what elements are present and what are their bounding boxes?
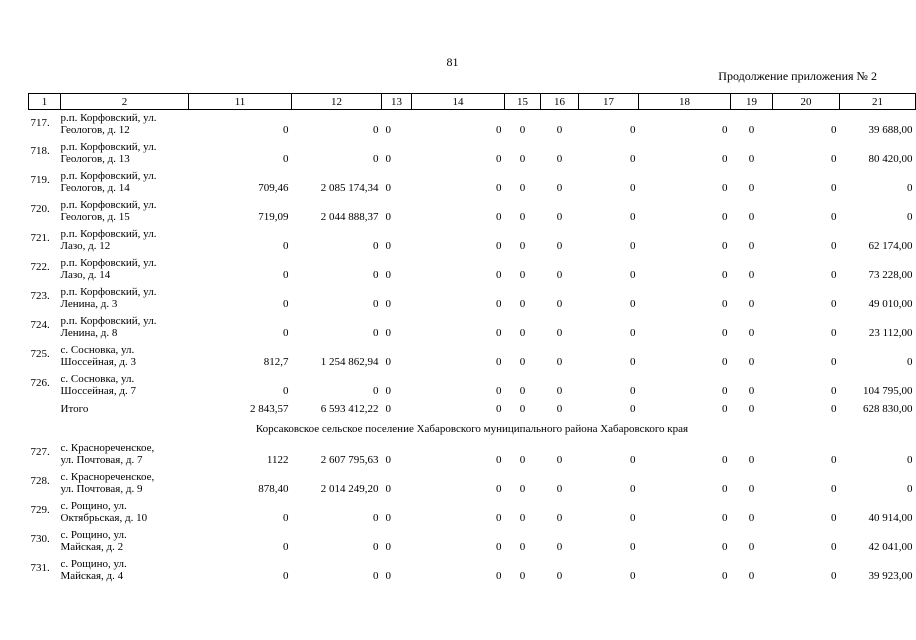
total-value-cell: 0 [630,403,636,415]
row-number: 718. [30,144,50,157]
column-header: 2 [61,94,189,110]
value-cell: 0 [630,483,636,495]
value-cell: 0 [556,483,563,495]
value-cell: 0 [496,240,502,252]
value-cell: 0 [373,269,379,281]
value-cell: 0 [496,483,502,495]
address-line-2: Геологов, д. 13 [60,153,130,165]
value-cell: 1 254 862,94 [320,356,379,368]
value-cell: 0 [630,512,636,524]
address-line-1: р.п. Корфовский, ул. [60,286,157,298]
header-row [29,94,916,110]
value-cell: 0 [556,512,563,524]
value-cell: 0 [748,240,755,252]
address-line-2: Майская, д. 4 [60,570,124,582]
value-cell: 80 420,00 [868,153,913,165]
column-header: 15 [505,94,541,110]
value-cell: 0 [283,385,289,397]
total-value-cell: 0 [831,403,837,415]
value-cell: 2 607 795,63 [320,454,379,466]
address-cell [61,252,189,281]
table-row [29,466,916,495]
address-line-2: Ленина, д. 8 [60,327,118,339]
row-number: 726. [30,376,50,389]
address-line-2: Геологов, д. 14 [60,182,130,194]
address-cell [61,466,189,495]
value-cell: 0 [496,454,502,466]
address-cell [61,553,189,582]
page-number: 81 [446,55,459,69]
value-cell: 0 [722,211,728,223]
address-line-1: р.п. Корфовский, ул. [60,315,157,327]
table-row [29,437,916,466]
table-row [29,136,916,165]
value-cell: 0 [373,298,379,310]
row-number: 725. [30,347,50,360]
address-cell [61,524,189,553]
address-line-1: с. Краснореченское, [60,471,155,483]
value-cell: 0 [748,483,755,495]
address-line-2: Ленина, д. 3 [60,298,118,310]
address-line-1: р.п. Корфовский, ул. [60,170,157,182]
row-number: 731. [30,561,50,574]
value-cell: 0 [556,211,563,223]
address-line-1: р.п. Корфовский, ул. [60,112,157,124]
address-cell [61,368,189,397]
row-number: 727. [30,445,50,458]
value-cell: 0 [722,454,728,466]
column-header: 12 [292,94,382,110]
column-header: 14 [412,94,505,110]
value-cell: 0 [630,298,636,310]
value-cell: 0 [907,182,913,194]
value-cell: 0 [907,454,913,466]
address-line-1: р.п. Корфовский, ул. [60,141,157,153]
address-cell [61,281,189,310]
value-cell: 0 [496,182,502,194]
value-cell: 0 [385,211,391,223]
value-cell: 0 [748,570,755,582]
address-line-1: с. Сосновка, ул. [60,344,135,356]
row-number: 717. [30,117,50,129]
value-cell: 0 [373,512,379,524]
total-label: Итого [60,403,89,415]
row-number: 721. [30,231,50,244]
value-cell: 0 [283,269,289,281]
value-cell: 0 [630,240,636,252]
address-line-1: с. Сосновка, ул. [60,373,135,385]
value-cell: 0 [831,483,837,495]
value-cell: 0 [748,327,755,339]
column-header: 20 [773,94,840,110]
value-cell: 0 [748,153,755,165]
value-cell: 0 [283,570,289,582]
value-cell: 0 [283,512,289,524]
value-cell: 0 [519,269,526,281]
value-cell: 0 [831,269,837,281]
section-title: Корсаковское сельское поселение Хабаровского муниципального района Хабаровского края [255,423,689,435]
value-cell: 0 [385,298,391,310]
column-header: 13 [382,94,412,110]
value-cell: 0 [831,385,837,397]
address-line-2: ул. Почтовая, д. 9 [60,483,143,495]
value-cell: 0 [556,240,563,252]
value-cell: 0 [722,356,728,368]
value-cell: 73 228,00 [868,269,913,281]
value-cell: 0 [385,182,391,194]
value-cell: 0 [373,124,379,136]
value-cell: 0 [748,454,755,466]
value-cell: 0 [283,240,289,252]
value-cell: 0 [385,483,391,495]
column-header: 16 [541,94,579,110]
address-line-2: Шоссейная, д. 3 [60,356,136,368]
address-line-2: Лазо, д. 14 [60,269,111,281]
value-cell: 0 [722,327,728,339]
value-cell: 0 [519,298,526,310]
column-header: 19 [731,94,773,110]
table-row [29,553,916,582]
value-cell: 0 [496,327,502,339]
value-cell: 0 [283,124,289,136]
value-cell: 62 174,00 [868,240,913,252]
value-cell: 0 [748,385,755,397]
value-cell: 0 [283,298,289,310]
value-cell: 0 [722,483,728,495]
table-row [29,110,916,137]
value-cell: 39 923,00 [868,570,913,582]
value-cell: 0 [748,269,755,281]
address-cell [61,194,189,223]
value-cell: 0 [385,269,391,281]
value-cell: 1122 [266,454,289,466]
value-cell: 0 [831,240,837,252]
value-cell: 0 [722,182,728,194]
row-number: 729. [30,503,50,516]
value-cell: 0 [722,153,728,165]
row-number: 728. [30,474,50,487]
value-cell: 0 [630,269,636,281]
address-line-1: р.п. Корфовский, ул. [60,228,157,240]
value-cell: 0 [385,570,391,582]
value-cell: 0 [519,153,526,165]
row-number: 719. [30,173,50,186]
address-cell [61,495,189,524]
value-cell: 39 688,00 [868,124,913,136]
address-line-2: Шоссейная, д. 7 [60,385,136,397]
address-line-2: Майская, д. 2 [60,541,124,553]
address-line-2: Октябрьская, д. 10 [60,512,148,524]
value-cell: 0 [831,570,837,582]
continuation-note: Продолжение приложения № 2 [718,69,877,83]
value-cell: 0 [556,385,563,397]
value-cell: 0 [496,385,502,397]
value-cell: 0 [496,298,502,310]
value-cell: 812,7 [263,356,289,368]
value-cell: 0 [519,124,526,136]
total-value-cell: 6 593 412,22 [320,403,379,415]
value-cell: 0 [385,454,391,466]
value-cell: 0 [748,512,755,524]
value-cell: 0 [556,153,563,165]
value-cell: 0 [831,298,837,310]
address-line-2: Геологов, д. 12 [60,124,130,136]
value-cell: 0 [519,541,526,553]
value-cell: 0 [556,298,563,310]
total-value-cell: 2 843,57 [250,403,289,415]
value-cell: 0 [831,356,837,368]
value-cell: 0 [373,385,379,397]
address-cell [61,110,189,137]
table-row [29,223,916,252]
table-row [29,310,916,339]
value-cell: 0 [748,182,755,194]
value-cell: 0 [907,356,913,368]
column-header: 17 [579,94,639,110]
address-cell [61,165,189,194]
value-cell: 0 [385,385,391,397]
value-cell: 0 [831,182,837,194]
value-cell: 0 [831,541,837,553]
row-number: 730. [30,532,50,545]
value-cell: 0 [630,153,636,165]
value-cell: 0 [831,512,837,524]
total-value-cell: 0 [496,403,502,415]
value-cell: 0 [496,541,502,553]
table-row [29,281,916,310]
data-table [28,93,916,582]
table-row [29,194,916,223]
value-cell: 0 [385,541,391,553]
table-body [29,110,916,583]
value-cell: 0 [722,298,728,310]
value-cell: 0 [385,153,391,165]
address-cell [61,437,189,466]
value-cell: 0 [373,153,379,165]
column-header: 1 [29,94,61,110]
table-row [29,252,916,281]
value-cell: 2 044 888,37 [320,211,379,223]
value-cell: 0 [496,512,502,524]
value-cell: 0 [556,327,563,339]
value-cell: 0 [556,269,563,281]
value-cell: 0 [630,385,636,397]
value-cell: 0 [722,570,728,582]
total-value-cell: 0 [556,403,563,415]
value-cell: 0 [519,512,526,524]
address-line-2: Геологов, д. 15 [60,211,130,223]
value-cell: 0 [630,570,636,582]
value-cell: 0 [496,269,502,281]
value-cell: 0 [722,512,728,524]
value-cell: 0 [907,211,913,223]
value-cell: 0 [373,327,379,339]
value-cell: 0 [748,298,755,310]
value-cell: 878,40 [258,483,289,495]
address-cell [61,339,189,368]
value-cell: 0 [385,327,391,339]
value-cell: 0 [283,327,289,339]
value-cell: 0 [519,483,526,495]
address-cell [61,310,189,339]
value-cell: 0 [907,483,913,495]
value-cell: 0 [556,541,563,553]
value-cell: 0 [556,356,563,368]
value-cell: 0 [630,541,636,553]
address-line-2: ул. Почтовая, д. 7 [60,454,143,466]
value-cell: 0 [630,454,636,466]
address-line-1: с. Рощино, ул. [60,500,127,512]
value-cell: 0 [630,182,636,194]
value-cell: 0 [556,570,563,582]
total-row [29,397,916,421]
column-header: 21 [840,94,916,110]
value-cell: 0 [385,124,391,136]
row-number-empty [29,397,61,421]
value-cell: 0 [519,454,526,466]
table-row [29,524,916,553]
value-cell: 0 [496,570,502,582]
value-cell: 0 [748,356,755,368]
value-cell: 0 [283,541,289,553]
value-cell: 42 041,00 [868,541,913,553]
value-cell: 709,46 [258,182,289,194]
value-cell: 0 [519,182,526,194]
value-cell: 0 [722,541,728,553]
value-cell: 0 [722,269,728,281]
column-header: 11 [189,94,292,110]
value-cell: 0 [496,153,502,165]
table-row [29,495,916,524]
value-cell: 0 [519,211,526,223]
value-cell: 0 [748,124,755,136]
total-value-cell: 0 [385,403,391,415]
value-cell: 0 [630,124,636,136]
value-cell: 0 [283,153,289,165]
value-cell: 0 [519,327,526,339]
value-cell: 0 [831,124,837,136]
value-cell: 49 010,00 [868,298,913,310]
value-cell: 0 [519,240,526,252]
value-cell: 0 [831,327,837,339]
address-cell [61,223,189,252]
table-row [29,339,916,368]
value-cell: 719,09 [258,211,289,223]
row-number: 722. [30,260,50,273]
address-cell [61,136,189,165]
address-line-2: Лазо, д. 12 [60,240,111,252]
value-cell: 0 [373,570,379,582]
value-cell: 0 [722,240,728,252]
value-cell: 0 [519,356,526,368]
value-cell: 0 [722,385,728,397]
table-row [29,165,916,194]
total-value-cell: 628 830,00 [863,403,913,415]
value-cell: 0 [373,541,379,553]
value-cell: 0 [630,327,636,339]
value-cell: 2 014 249,20 [320,483,379,495]
column-header: 18 [639,94,731,110]
row-number: 723. [30,289,50,302]
address-line-1: с. Рощино, ул. [60,558,127,570]
value-cell: 23 112,00 [868,327,913,339]
value-cell: 0 [831,211,837,223]
value-cell: 0 [556,454,563,466]
address-line-1: с. Краснореченское, [60,442,155,454]
value-cell: 0 [373,240,379,252]
value-cell: 0 [630,211,636,223]
row-number: 724. [30,318,50,331]
total-value-cell: 0 [748,403,755,415]
value-cell: 104 795,00 [863,385,913,397]
value-cell: 0 [496,211,502,223]
value-cell: 0 [385,512,391,524]
address-line-1: р.п. Корфовский, ул. [60,257,157,269]
table-row [29,368,916,397]
value-cell: 0 [831,153,837,165]
value-cell: 40 914,00 [868,512,913,524]
value-cell: 0 [630,356,636,368]
value-cell: 0 [496,356,502,368]
value-cell: 2 085 174,34 [320,182,379,194]
total-value-cell: 0 [722,403,728,415]
value-cell: 0 [556,182,563,194]
section-row [29,421,916,437]
total-value-cell: 0 [519,403,526,415]
value-cell: 0 [496,124,502,136]
address-line-1: с. Рощино, ул. [60,529,127,541]
address-line-1: р.п. Корфовский, ул. [60,199,157,211]
value-cell: 0 [385,240,391,252]
row-number: 720. [30,202,50,215]
value-cell: 0 [385,356,391,368]
value-cell: 0 [748,211,755,223]
value-cell: 0 [748,541,755,553]
value-cell: 0 [519,570,526,582]
value-cell: 0 [831,454,837,466]
value-cell: 0 [722,124,728,136]
value-cell: 0 [519,385,526,397]
value-cell: 0 [556,124,563,136]
